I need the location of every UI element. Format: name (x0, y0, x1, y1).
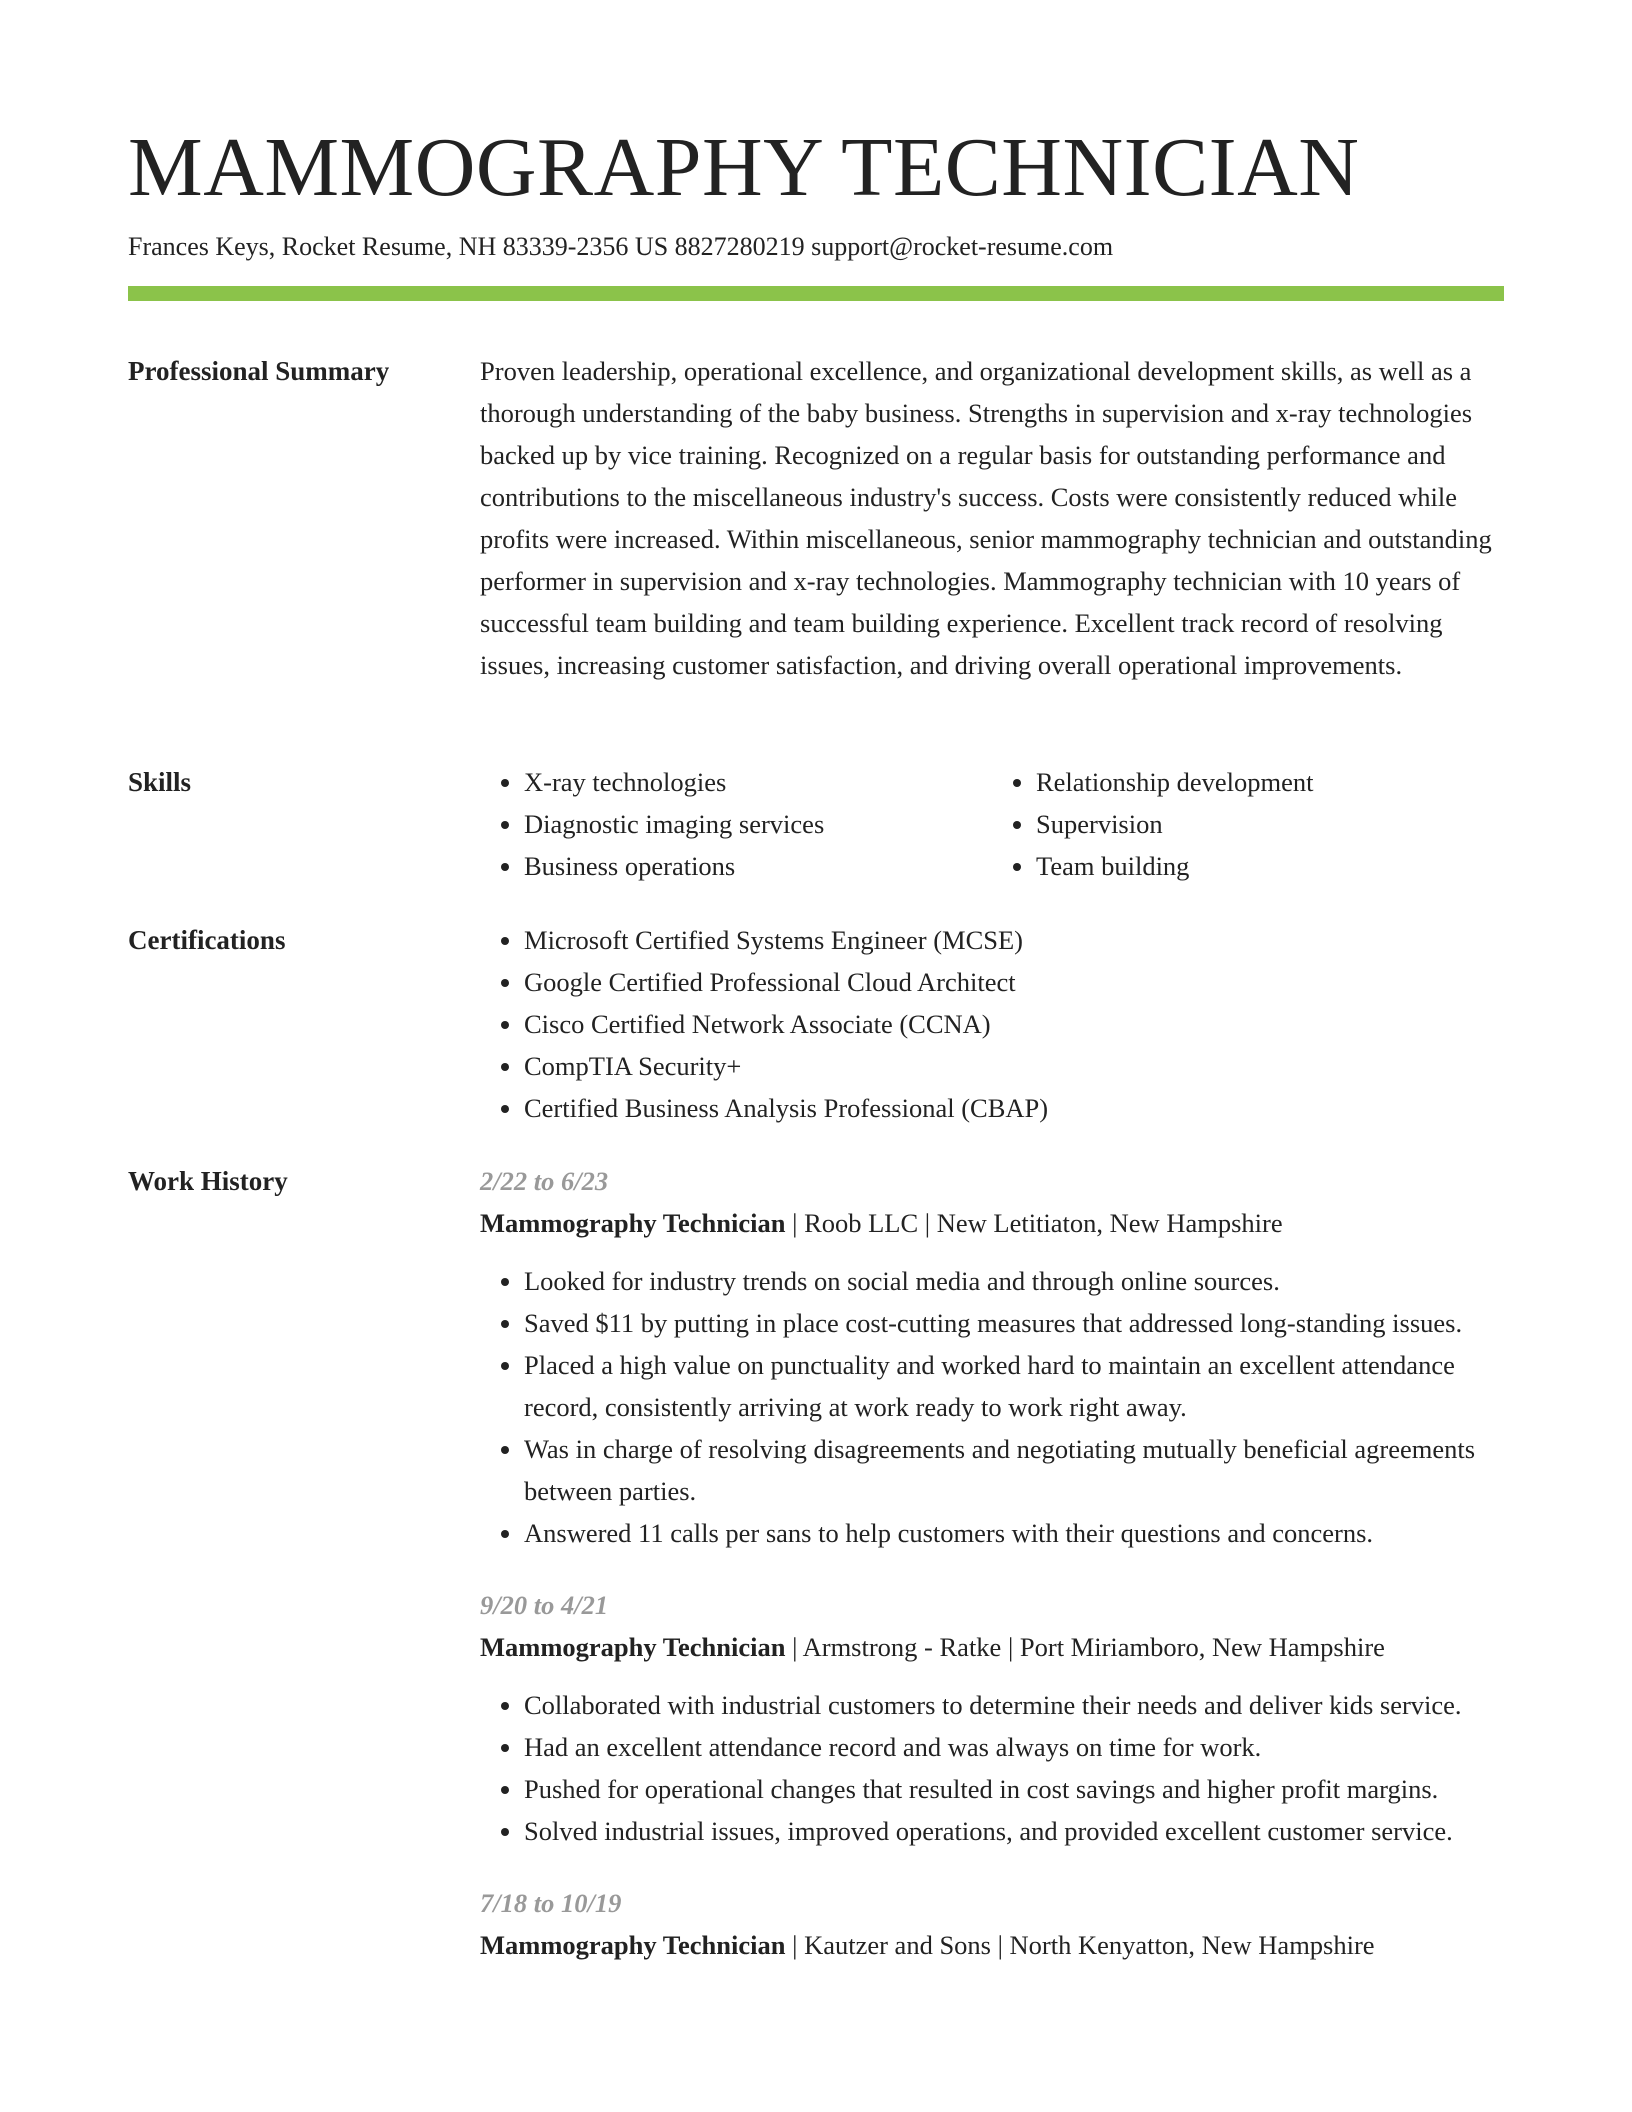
skill-item: • Business operations (524, 845, 992, 887)
skill-item: • Team building (1036, 845, 1504, 887)
skills-label: Skills (128, 767, 192, 797)
skill-item: • X-ray technologies (524, 761, 992, 803)
job-bullet: • Had an excellent attendance record and was always on time for work. (524, 1726, 1504, 1768)
job-entry (480, 1882, 1504, 1966)
work-history-label: Work History (128, 1166, 288, 1196)
skill-item: • Supervision (1036, 803, 1504, 845)
job-entry (480, 1160, 1504, 1554)
contact-line: Frances Keys, Rocket Resume, NH 83339-2356 US 8827280219 support@rocket-resume.com (128, 232, 1114, 261)
resume-header (128, 118, 1504, 264)
skills-list-right (992, 761, 1504, 887)
summary-label: Professional Summary (128, 356, 390, 386)
job-entry (480, 1584, 1504, 1852)
job-employer-location: | Roob LLC | New Letitiaton, New Hampshire (785, 1208, 1283, 1238)
work-history-body (480, 1160, 1504, 1996)
job-bullets (480, 1260, 1504, 1554)
job-title-line (480, 1202, 1504, 1244)
job-dates: 2/22 to 6/23 (480, 1166, 609, 1196)
job-bullet: • Placed a high value on punctuality and worked hard to maintain an excellent attendance record, consistently arriving at work ready to work right away. (524, 1344, 1504, 1428)
job-title-line (480, 1924, 1504, 1966)
certification-item: • Google Certified Professional Cloud Architect (524, 961, 1504, 1003)
certification-item: • Cisco Certified Network Associate (CCNA) (524, 1003, 1504, 1045)
certifications-label: Certifications (128, 925, 286, 955)
job-dates: 9/20 to 4/21 (480, 1590, 609, 1620)
job-title: Mammography Technician (480, 1930, 786, 1960)
job-employer-location: | Armstrong - Ratke | Port Miriamboro, New Hampshire (785, 1632, 1385, 1662)
job-bullet: • Pushed for operational changes that resulted in cost savings and higher profit margins. (524, 1768, 1504, 1810)
job-bullet: • Was in charge of resolving disagreements and negotiating mutually beneficial agreements between parties. (524, 1428, 1504, 1512)
certifications-body (480, 919, 1504, 1129)
job-title: Mammography Technician (480, 1632, 786, 1662)
resume-title: MAMMOGRAPHY TECHNICIAN (128, 121, 1360, 214)
certifications-list (480, 919, 1504, 1129)
certification-item: • CompTIA Security+ (524, 1045, 1504, 1087)
skill-item: • Diagnostic imaging services (524, 803, 992, 845)
header-accent-rule (128, 286, 1504, 301)
certification-item: • Certified Business Analysis Professional (CBAP) (524, 1087, 1504, 1129)
job-bullet: • Answered 11 calls per sans to help customers with their questions and concerns. (524, 1512, 1504, 1554)
summary-text: Proven leadership, operational excellence, and organizational development skills, as well as a thorough understanding of the baby business. Strengths in supervision and x-ray technologies backed up by vice training. Recognized on a regular basis for outstanding performance and contributions to the miscellaneous industry's success. Costs were consistently reduced while profits were increased. Within miscellaneous, senior mammography technician and outstanding performer in supervision and x-ray technologies. Mammography technician with 10 years of successful team building and team building experience. Excellent track record of resolving issues, increasing customer satisfaction, and driving overall operational improvements. (480, 356, 1492, 680)
skills-body (480, 761, 1504, 887)
job-bullets (480, 1684, 1504, 1852)
certification-item: • Microsoft Certified Systems Engineer (MCSE) (524, 919, 1504, 961)
skills-list-left (480, 761, 992, 887)
job-dates: 7/18 to 10/19 (480, 1888, 622, 1918)
job-bullet: • Saved $11 by putting in place cost-cutting measures that addressed long-standing issues. (524, 1302, 1504, 1344)
skill-item: • Relationship development (1036, 761, 1504, 803)
summary-body (480, 350, 1504, 686)
job-title-line (480, 1626, 1504, 1668)
job-bullet: • Solved industrial issues, improved operations, and provided excellent customer service. (524, 1810, 1504, 1852)
job-employer-location: | Kautzer and Sons | North Kenyatton, New Hampshire (785, 1930, 1375, 1960)
job-bullet: • Collaborated with industrial customers to determine their needs and deliver kids service. (524, 1684, 1504, 1726)
job-bullet: • Looked for industry trends on social media and through online sources. (524, 1260, 1504, 1302)
job-title: Mammography Technician (480, 1208, 786, 1238)
